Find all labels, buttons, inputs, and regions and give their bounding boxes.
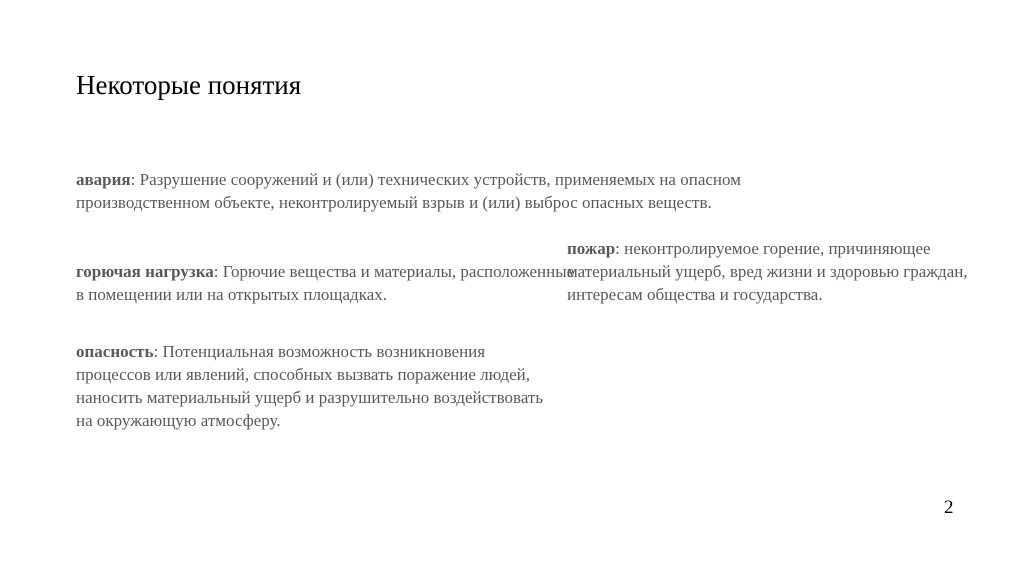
definition-text: : Разрушение сооружений и (или) технических устройств, применяемых на опасном производственном объекте, неконтролируемый взрыв и (или) выброс опасных веществ. xyxy=(76,170,741,212)
definition-text: : Потенциальная возможность возникновения процессов или явлений, способных вызвать поражение людей, наносить материальный ущерб и разрушительно воздействовать на окружающую атмосферу. xyxy=(76,342,544,430)
slide-title: Некоторые понятия xyxy=(76,70,302,100)
definition-text: : Горючие вещества и материалы, расположенные в помещении или на открытых площадках. xyxy=(76,262,575,304)
definition-term: пожар xyxy=(567,239,616,258)
definition-text: : неконтролируемое горение, причиняющее материальный ущерб, вред жизни и здоровью граждан, интересам общества и государства. xyxy=(567,239,968,304)
definition-term: опасность xyxy=(76,342,154,361)
definition-avaria xyxy=(76,168,816,214)
definition-term: авария xyxy=(76,170,131,189)
definition-goryuchaya-nagruzka xyxy=(76,260,576,306)
page-number: 2 xyxy=(944,497,954,518)
definition-opasnost xyxy=(76,340,556,432)
definition-term: горючая нагрузка xyxy=(76,262,214,281)
definition-pozhar xyxy=(567,237,1022,306)
